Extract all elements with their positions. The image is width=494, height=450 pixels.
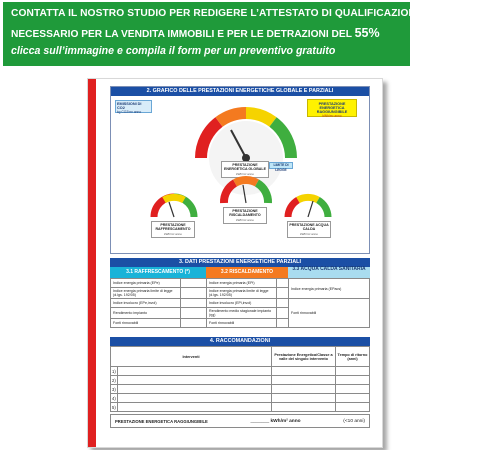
header-performance: Prestazione Energetica/Classe a valle del singolo intervento	[272, 347, 336, 367]
cooling-gauge-label	[151, 221, 195, 238]
cooling-gauge-title: PRESTAZIONE RAFFRESCAMENTO	[155, 223, 191, 232]
heating-row-5: Fonti rinnovabili	[207, 319, 277, 328]
table-row: 1)	[112, 368, 116, 374]
hot-water-gauge-label	[287, 221, 331, 238]
table-row: 4)	[112, 395, 116, 401]
heating-row-2: Indice energia primaria limite di legge (d.lgs. 192/05)	[207, 288, 277, 299]
footer-unit: kWh/m² anno	[270, 418, 301, 424]
banner-percent: 55%	[354, 26, 380, 40]
recommendations-table	[110, 346, 370, 412]
section-2-title: 2. GRAFICO DELLE PRESTAZIONI ENERGETICHE GLOBALE E PARZIALI	[111, 87, 369, 96]
cooling-gauge-unit: kWh/m² anno	[164, 231, 182, 236]
reachable-performance-unit: kWh/m² anno	[322, 114, 342, 118]
cooling-row-4: Rendimento impianto	[111, 308, 181, 319]
heating-gauge-label	[223, 207, 267, 224]
document-red-border	[88, 79, 96, 447]
cooling-row-1: Indice energia primaria (EPe)	[111, 279, 181, 288]
tab-hot-water: 3.3 ACQUA CALDA SANITARIA	[288, 267, 370, 278]
table-row: 2)	[112, 377, 116, 383]
section-3-title: 3. DATI PRESTAZIONI ENERGETICHE PARZIALI	[110, 258, 370, 267]
heating-row-4: Rendimento medio stagionale impianto (ηg)	[207, 308, 277, 319]
header-payback: Tempo di ritorno (anni)	[336, 347, 370, 367]
hot-water-gauge-unit: kWh/m² anno	[300, 231, 318, 236]
hot-water-gauge-title: PRESTAZIONE ACQUA CALDA	[289, 223, 329, 232]
partial-tabs	[110, 267, 370, 278]
energy-certificate-image[interactable]	[87, 78, 383, 448]
cooling-gauge	[149, 187, 199, 219]
global-gauge-unit: kWh/m² anno	[236, 171, 254, 176]
promo-banner[interactable]	[3, 2, 494, 66]
section-recommendations	[110, 337, 370, 445]
reachable-performance-label: PRESTAZIONE ENERGETICA RAGGIUNGIBILE	[316, 102, 348, 114]
footer-value: _______ kWh/m² anno	[250, 418, 301, 424]
table-row: 5)	[112, 404, 116, 410]
section-partial-data	[110, 258, 370, 334]
hot-water-gauge	[283, 187, 333, 219]
footer-label: PRESTAZIONE ENERGETICA RAGGIUNGIBILE	[115, 418, 208, 424]
global-gauge-title: PRESTAZIONE ENERGETICA GLOBALE	[224, 163, 266, 172]
banner-line-1: CONTATTA IL NOSTRO STUDIO PER REDIGERE L’ATTESTATO DI QUALIFICAZIONE ENERGETICA	[11, 8, 494, 19]
partial-data-table	[110, 278, 370, 328]
tab-cooling: 3.1 RAFFRESCAMENTO (*)	[110, 267, 206, 278]
water-row-2: Fonti rinnovabili	[289, 299, 370, 328]
cooling-row-5: Fonti rinnovabili	[111, 319, 181, 328]
tab-heating: 3.2 RISCALDAMENTO	[206, 267, 288, 278]
header-interventions: Interventi	[111, 347, 272, 367]
section-4-title: 4. RACCOMANDAZIONI	[110, 337, 370, 346]
law-limit-tag: LIMITE DI LEGGE	[269, 162, 293, 169]
emissions-unit: kg CO2/m² anno	[117, 110, 142, 114]
reachable-performance-footer	[110, 414, 370, 428]
heating-gauge	[219, 169, 273, 205]
section-graph	[110, 86, 370, 254]
emissions-label: EMISSIONI DI CO2	[117, 102, 142, 110]
reachable-performance-tag	[307, 99, 357, 117]
banner-line-2-text: NECESSARIO PER LA VENDITA IMMOBILI E PER LE DETRAZIONI DEL	[11, 29, 352, 40]
cooling-row-2: Indice energia primaria limite di legge (d.lgs. 192/05)	[111, 288, 181, 299]
footer-note: (<10 anni)	[343, 418, 365, 424]
heating-row-1: Indice energia primaria (EPi)	[207, 279, 277, 288]
heating-gauge-title: PRESTAZIONE RISCALDAMENTO	[229, 209, 261, 218]
global-gauge	[191, 100, 301, 162]
banner-line-2	[11, 26, 402, 40]
table-row: 3)	[112, 386, 116, 392]
heating-row-3: Indice involucro (EPi,invol)	[207, 299, 277, 308]
banner-cta[interactable]: clicca sull’immagine e compila il form per un preventivo gratuito	[11, 45, 336, 57]
cooling-row-3: Indice involucro (EPe,invol)	[111, 299, 181, 308]
emissions-box	[115, 100, 152, 113]
water-row-1: Indice energia primaria (EPacs)	[289, 279, 370, 299]
heating-gauge-unit: kWh/m² anno	[236, 217, 254, 222]
